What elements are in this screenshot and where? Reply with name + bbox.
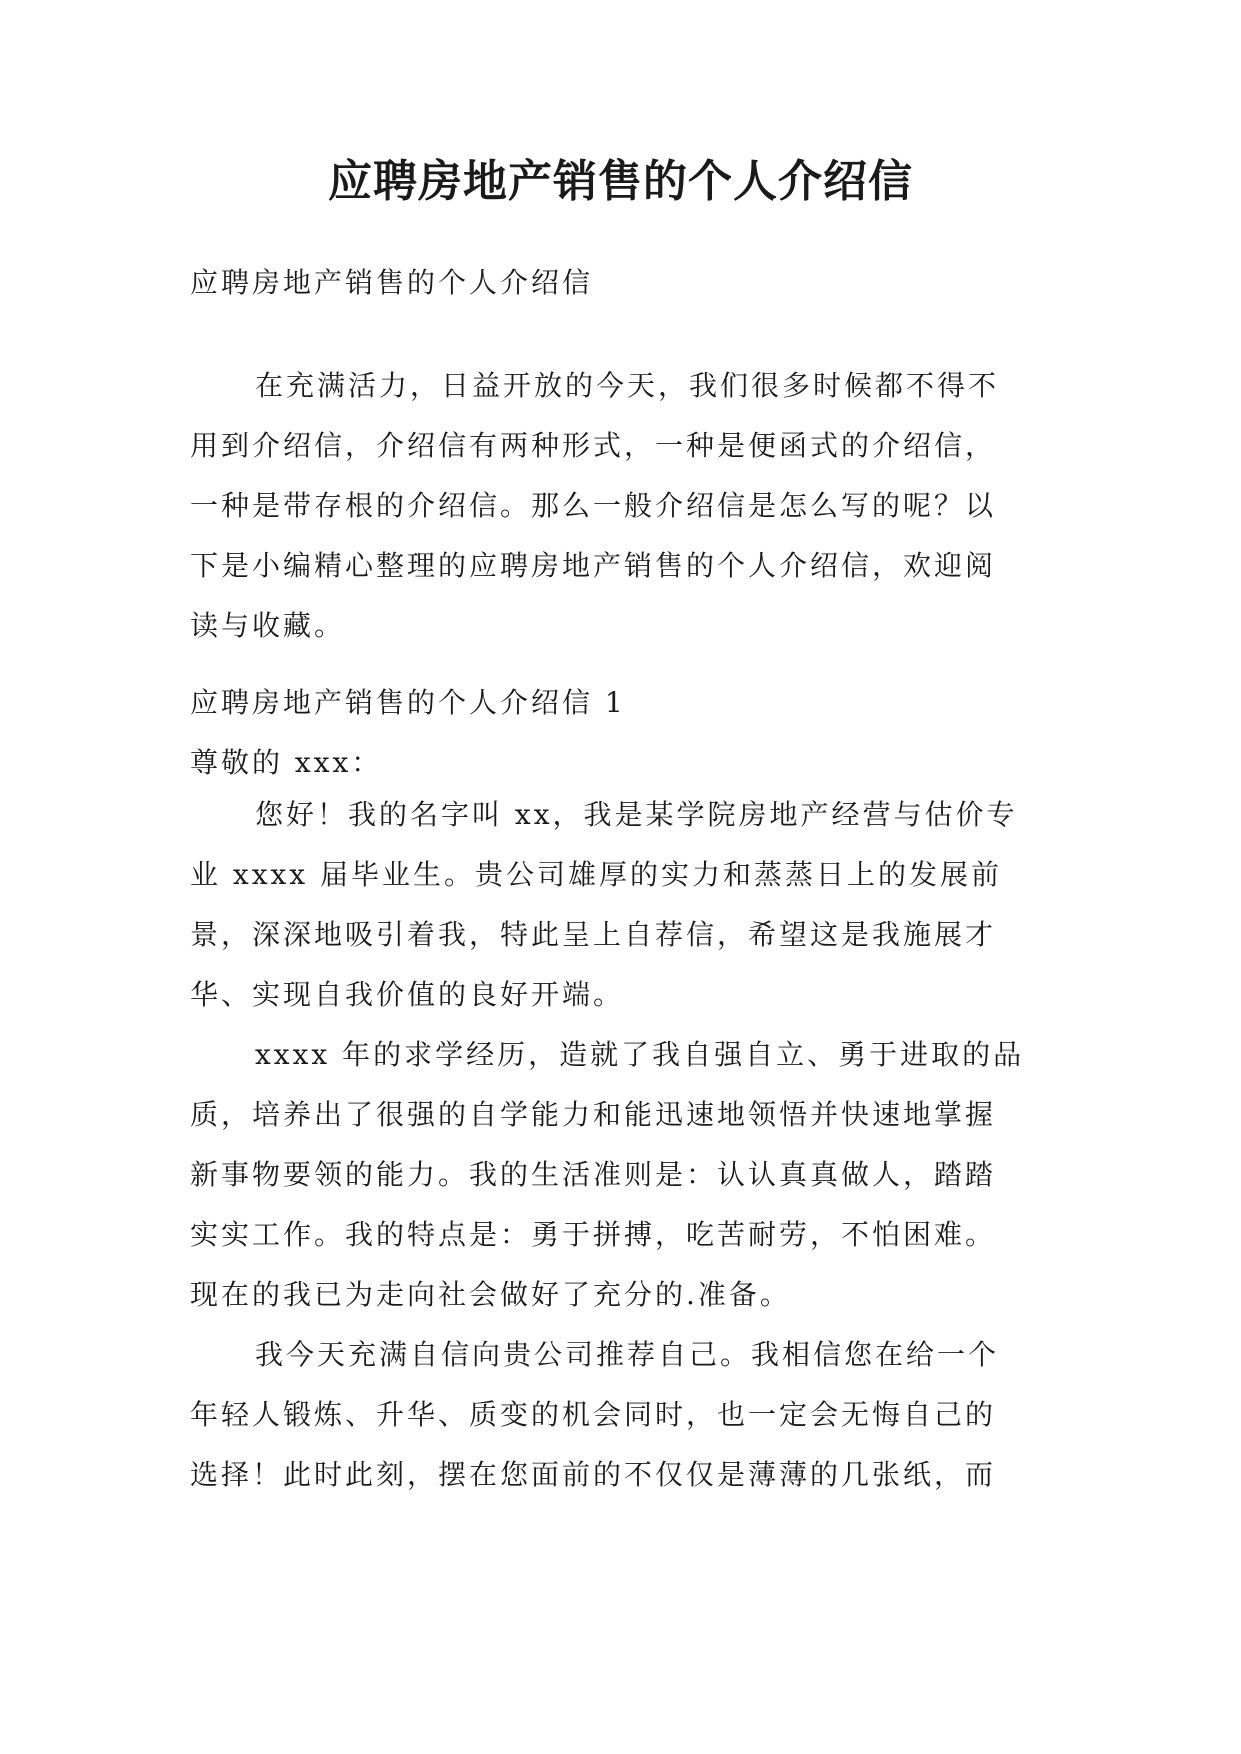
paragraph-line: 质，培养出了很强的自学能力和能迅速地领悟并快速地掌握: [190, 1098, 997, 1131]
intro-line: 读与收藏。: [190, 609, 346, 642]
paragraph-line: 景，深深地吸引着我，特此呈上自荐信，希望这是我施展才: [190, 918, 997, 951]
intro-line: 一种是带存根的介绍信。那么一般介绍信是怎么写的呢？以: [190, 489, 997, 522]
intro-paragraph: [190, 356, 1070, 656]
paragraph-line: 业 xxxx 届毕业生。贵公司雄厚的实力和蒸蒸日上的发展前: [190, 858, 1002, 891]
letter-paragraph-3: [190, 1325, 1070, 1505]
paragraph-line: 现在的我已为走向社会做好了充分的.准备。: [190, 1278, 791, 1311]
document-subtitle: [190, 253, 1070, 313]
paragraph-line: xxxx 年的求学经历，造就了我自强自立、勇于进取的品: [255, 1038, 1025, 1071]
paragraph-line: 您好！我的名字叫 xx，我是某学院房地产经营与估价专: [255, 798, 1018, 831]
document-title: 应聘房地产销售的个人介绍信: [328, 156, 913, 207]
paragraph-line: 实实工作。我的特点是：勇于拼搏，吃苦耐劳，不怕困难。: [190, 1218, 997, 1251]
intro-line: 下是小编精心整理的应聘房地产销售的个人介绍信，欢迎阅: [190, 549, 997, 582]
paragraph-line: 华、实现自我价值的良好开端。: [190, 978, 625, 1011]
letter-paragraph-1: [190, 785, 1070, 1025]
paragraph-line: 我今天充满自信向贵公司推荐自己。我相信您在给一个: [255, 1338, 1000, 1371]
letter-salutation: 尊敬的 xxx：: [190, 746, 383, 779]
paragraph-line: 新事物要领的能力。我的生活准则是：认认真真做人，踏踏: [190, 1158, 997, 1191]
letter-heading: [190, 673, 1070, 793]
letter-heading-text: 应聘房地产销售的个人介绍信 1: [190, 686, 626, 719]
paragraph-line: 选择！此时此刻，摆在您面前的不仅仅是薄薄的几张纸，而: [190, 1458, 997, 1491]
paragraph-line: 年轻人锻炼、升华、质变的机会同时，也一定会无悔自己的: [190, 1398, 997, 1431]
intro-line: 用到介绍信，介绍信有两种形式，一种是便函式的介绍信，: [190, 429, 997, 462]
intro-line: 在充满活力，日益开放的今天，我们很多时候都不得不: [255, 369, 1000, 402]
subtitle-text: 应聘房地产销售的个人介绍信: [190, 266, 594, 299]
letter-paragraph-2: [190, 1025, 1070, 1325]
